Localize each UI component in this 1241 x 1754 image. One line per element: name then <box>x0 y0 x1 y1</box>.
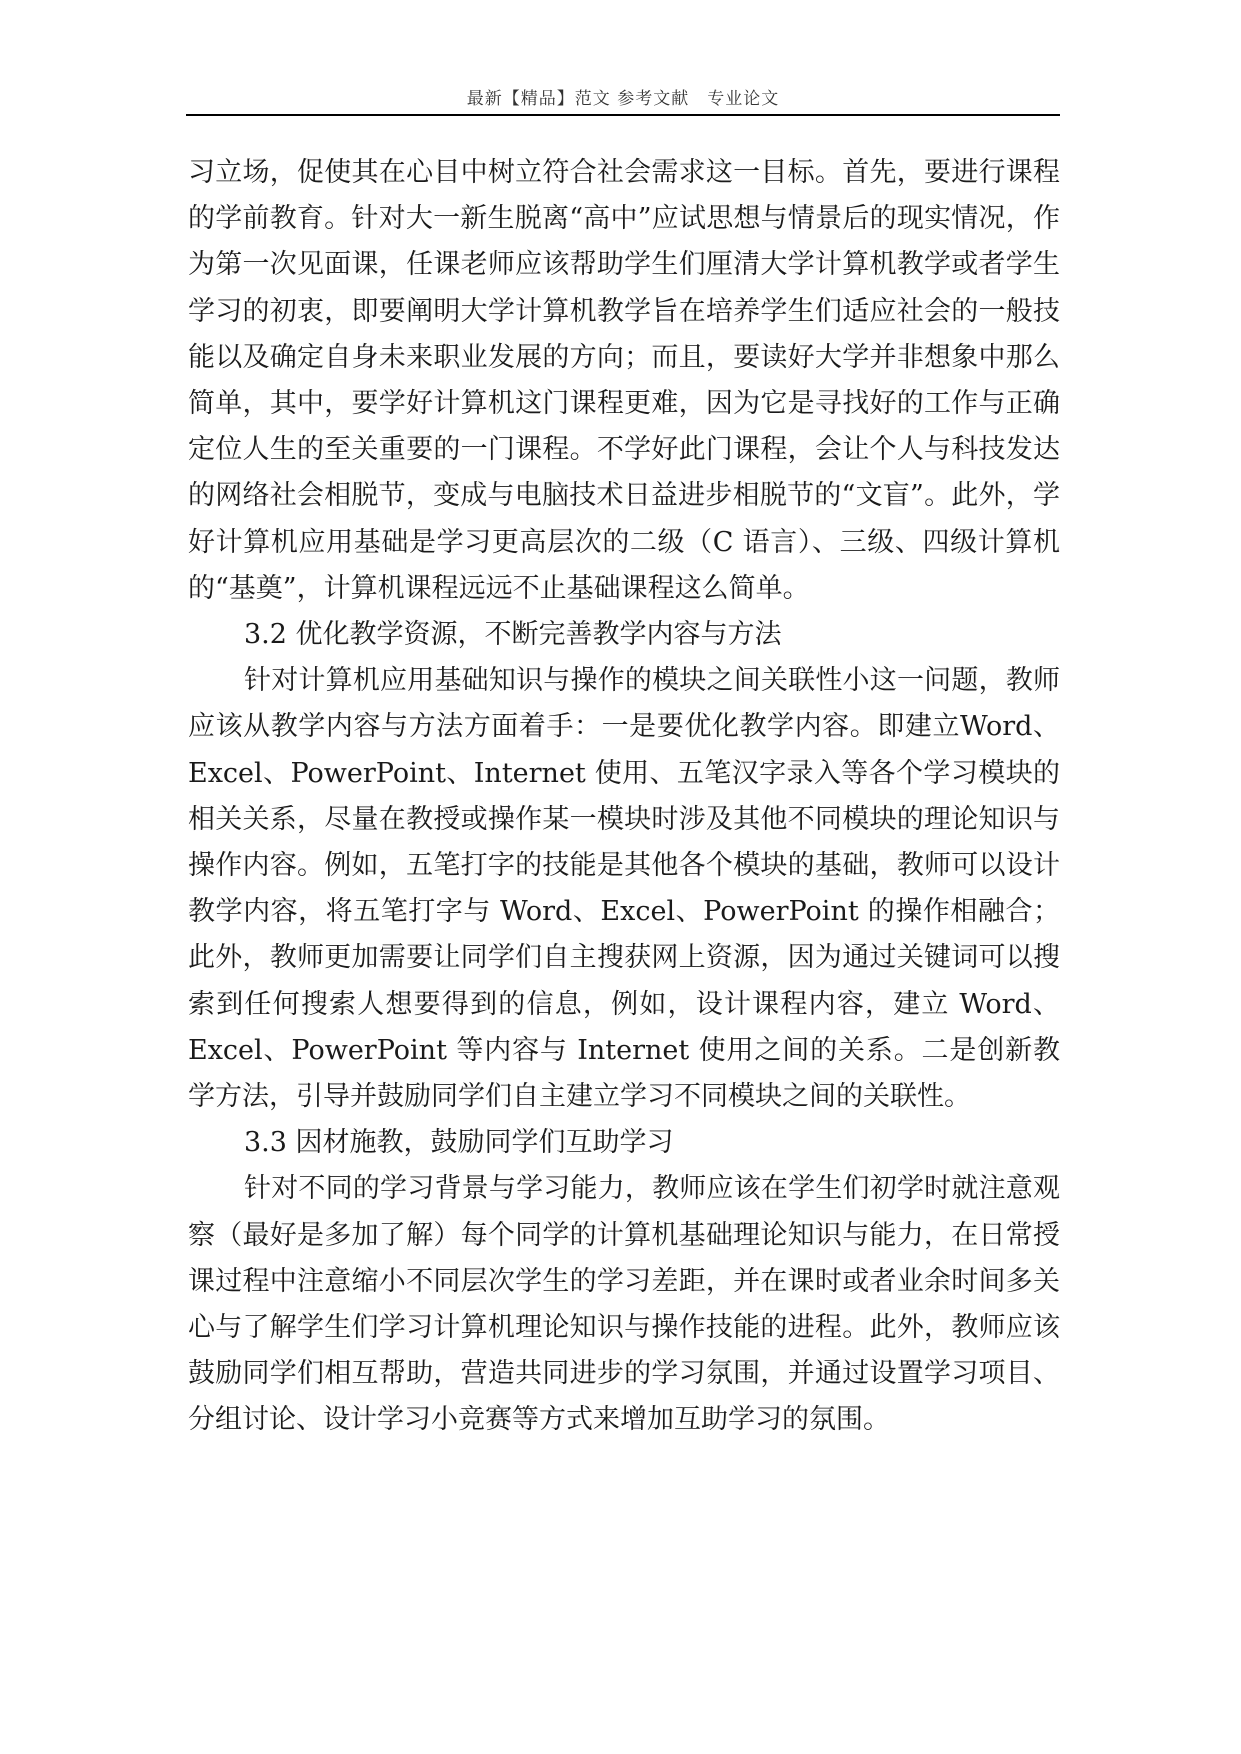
header-rule <box>186 114 1060 116</box>
paragraph-3-2-body: 针对计算机应用基础知识与操作的模块之间关联性小这一问题，教师应该从教学内容与方法方面着手：一是要优化教学内容。即建立Word、Excel、PowerPoint、Internet 使用、五笔汉字录入等各个学习模块的相关关系，尽量在教授或操作某一模块时涉及其他不同模块的理论知识与操作内容。例如，五笔打字的技能是其他各个模块的基础，教师可以设计教学内容，将五笔打字与 Word、Excel、PowerPoint 的操作相融合；此外，教师更加需要让同学们自主搜获网上资源，因为通过关键词可以搜索到任何搜索人想要得到的信息，例如，设计课程内容，建立 Word、Excel、PowerPoint 等内容与 Internet 使用之间的关系。二是创新教学方法，引导并鼓励同学们自主建立学习不同模块之间的关联性。 <box>188 665 1060 1113</box>
running-header: 最新【精品】范文 参考文献 专业论文 <box>466 89 780 109</box>
body-text <box>188 150 1060 1444</box>
paragraph-continuation: 习立场，促使其在心目中树立符合社会需求这一目标。首先，要进行课程的学前教育。针对大一新生脱离“高中”应试思想与情景后的现实情况，作为第一次见面课，任课老师应该帮助学生们厘清大学计算机教学或者学生学习的初衷，即要阐明大学计算机教学旨在培养学生们适应社会的一般技能以及确定自身未来职业发展的方向；而且，要读好大学并非想象中那么简单，其中，要学好计算机这门课程更难，因为它是寻找好的工作与正确定位人生的至关重要的一门课程。不学好此门课程，会让个人与科技发达的网络社会相脱节，变成与电脑技术日益进步相脱节的“文盲”。此外，学好计算机应用基础是学习更高层次的二级（C 语言）、三级、四级计算机的“基奠”，计算机课程远远不止基础课程这么简单。 <box>188 157 1060 604</box>
section-heading-3-2: 3.2 优化教学资源，不断完善教学内容与方法 <box>244 619 782 651</box>
section-heading-3-3: 3.3 因材施教，鼓励同学们互助学习 <box>244 1127 674 1159</box>
paragraph-3-3-body: 针对不同的学习背景与学习能力，教师应该在学生们初学时就注意观察（最好是多加了解）每个同学的计算机基础理论知识与能力，在日常授课过程中注意缩小不同层次学生的学习差距，并在课时或者业余时间多关心与了解学生们学习计算机理论知识与操作技能的进程。此外，教师应该鼓励同学们相互帮助，营造共同进步的学习氛围，并通过设置学习项目、分组讨论、设计学习小竞赛等方式来增加互助学习的氛围。 <box>188 1173 1060 1436</box>
